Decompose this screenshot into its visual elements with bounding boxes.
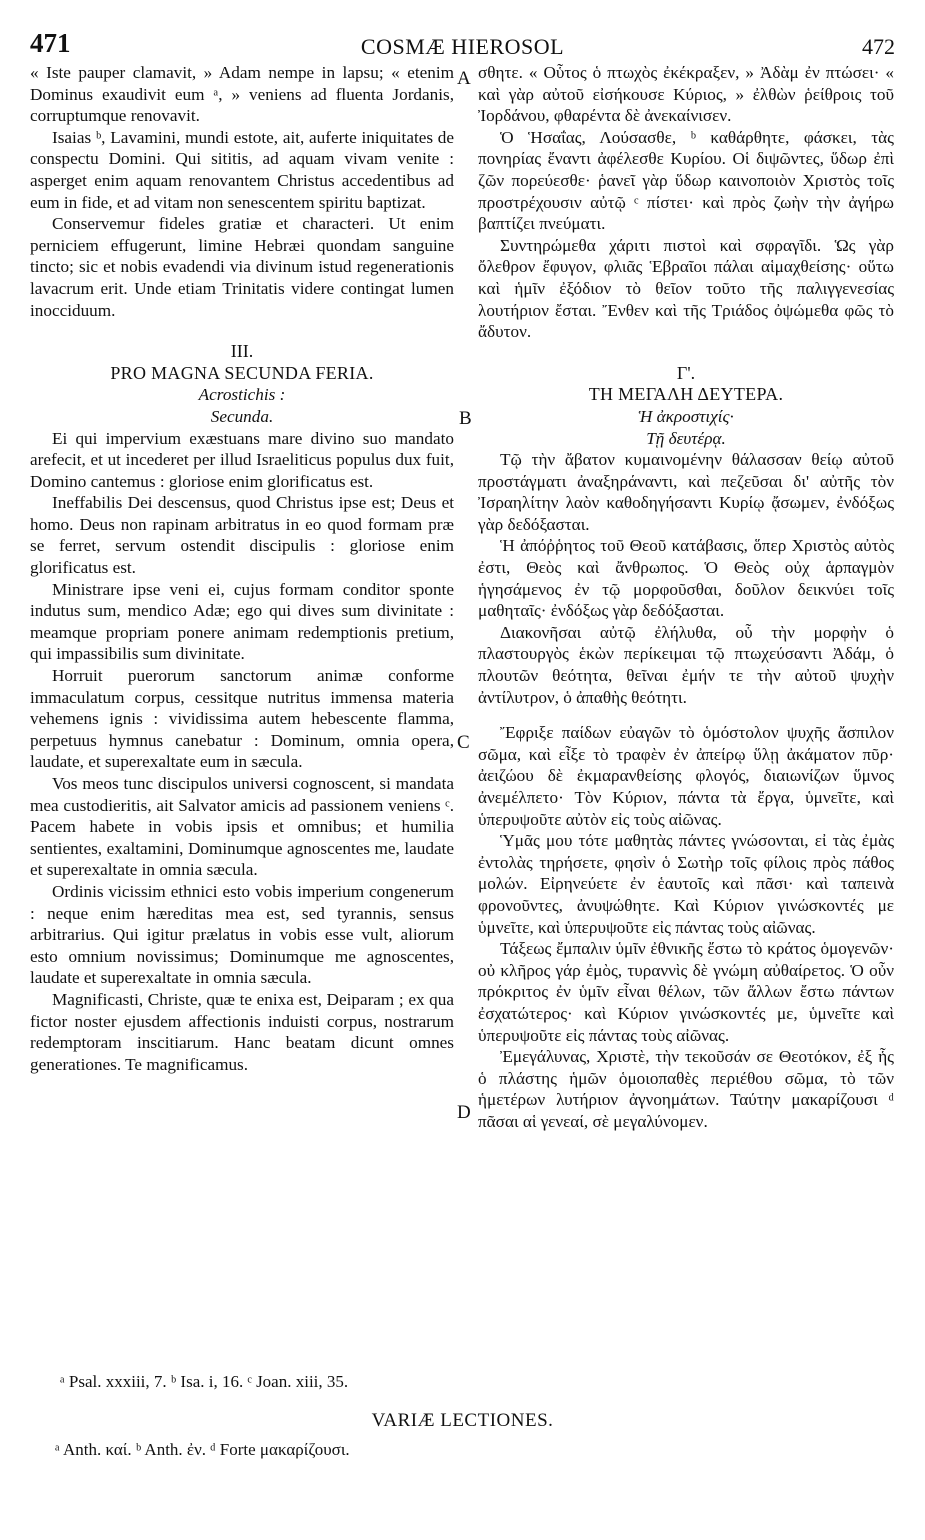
latin-troparion: Ei qui impervium exæstuans mare divino suo mandato arefecit, et ut incederet per illud Israeliticus populus dux fuit, Domino cantemus : gloriose enim glorificatus est. xyxy=(30,428,454,491)
greek-troparion: Ἡ ἀπόῤῥητος τοῦ Θεοῦ κατάβασις, ὅπερ Χριστὸς αὐτὸς ἐστι, Θεὸς καὶ ἄνθρωπος. Ὁ Θεὸς οὐχ ἁρπαγμὸν ἡγησάμενος ἐν τῷ μορφοῦσθαι, δοῦλον δεικνύει τοῖς μαθηταῖς· ἐνδόξως γὰρ δεδόξασται. xyxy=(478,536,894,621)
latin-acrostic-word: Secunda. xyxy=(210,406,274,426)
scripture-footnotes: ᵃ Psal. xxxiii, 7. ᵇ Isa. i, 16. ᶜ Joan. xiii, 35. xyxy=(60,1372,349,1391)
margin-marker-c: C xyxy=(457,732,470,753)
latin-intro-paragraph: Conservemur fideles gratiæ et characteri. Ut enim perniciem effugerunt, limine Hebræi quondam sanguine tincto; sic et nobis evadendi via divinum istud regenerationis lavacrum erit. Unde etiam Trinitatis videre contingat lumen inocciduum. xyxy=(30,214,454,320)
running-title: COSMÆ HIEROSOL xyxy=(360,34,565,59)
greek-section-number: Γ'. xyxy=(676,362,696,383)
latin-troparion: Ministrare ipse veni ei, cujus formam conditor sponte indutus sum, mendico Adæ; ego qui dives sum divinitate : meamque propriam ponere animam redemptionis pretium, qui impassibilis sum divinitate. xyxy=(30,579,454,664)
variae-lectiones-title: VARIÆ LECTIONES. xyxy=(371,1410,554,1431)
right-page-number: 472 xyxy=(862,34,895,59)
greek-troparion: Ὑμᾶς μου τότε μαθητὰς πάντες γνώσονται, εἰ τὰς ἐμὰς ἐντολὰς τηρήσετε, φησὶν ὁ Σωτὴρ τοῖς φίλοις πρὸς πάθος μολών. Εἰρηνεύετε ἐν ἑαυτοῖς καὶ πᾶσι· καὶ ταπεινὰ φρονοῦντες, ἀνυψώθητε. Καὶ Κύριον γινώσκοντές με ὑμνεῖτε, καὶ ὑπερυψοῦτε εἰς πάντας τοὺς αἰῶνας. xyxy=(478,831,894,937)
margin-marker-d: D xyxy=(457,1102,471,1123)
variae-lectiones-items: ᵃ Anth. καί. ᵇ Anth. ἐν. ᵈ Forte μακαρίζουσι. xyxy=(55,1440,350,1459)
greek-troparion: Τάξεως ἔμπαλιν ὑμῖν ἐθνικῆς ἔστω τὸ κράτος ὁμογενῶν· οὐ κλῆρος γάρ ἐμὸς, τυραννὶς δὲ γνώμη αὐθαίρετος. Ὁ οὖν πρόκριτος ἐν ὑμῖν εἶναι θέλων, τῶν ἄλλων ἔστω πάντων ἐσχατώτερος· καὶ Κύριον γινώσκοντές με, ὑμνεῖτε καὶ ὑπερυψοῦτε εἰς πάντας τοὺς αἰῶνας. xyxy=(478,939,894,1045)
latin-troparion: Ordinis vicissim ethnici esto vobis imperium congenerum : neque enim hæreditas mea est, sed tyrannis, sensus arbitrarius. Qui igitur prælatus in vobis esse vult, aliorum esto omnium novissimus; Dominumque me agnoscentes, laudate et superexaltate in omnia sæcula. xyxy=(30,881,454,988)
latin-troparion: Vos meos tunc discipulos universi cognoscent, si mandata mea custodieritis, ait Salvator amicis ad passionem veniens ᶜ. Pacem habete in vobis ipsis et omnibus; et humilia sentientes, exaltamini, Dominumque agnoscentes me, laudate et superexaltate in omnia sæcula. xyxy=(30,774,454,880)
greek-column xyxy=(478,62,894,1133)
paragraph-gap xyxy=(478,708,894,722)
greek-troparion: Διακονῆσαι αὐτῷ ἐλήλυθα, οὗ τὴν μορφὴν ὁ πλαστουργὸς ἑκὼν περίκειμαι τῷ πτωχεύσαντι Ἀδάμ, ὁ πλουτῶν θεότητα, θεῖναι ἐμήν τε τὴν αὐτοῦ ψυχὴν ἀντίλυτρον, ὁ ἀπαθὴς θεότητι. xyxy=(478,622,894,707)
margin-marker-a: A xyxy=(457,68,471,89)
greek-intro-paragraph: Συντηρώμεθα χάριτι πιστοὶ καὶ σφραγῖδι. Ὡς γὰρ ὄλεθρον ἔφυγον, φλιᾶς Ἑβραῖοι πάλαι αἱμαχθείσης· οὕτω καὶ ἡμῖν ἐξόδιον τὸ θεῖον τοῦτο τῆς παλιγγενεσίας λουτήριον ἔσται. Ἔνθεν καὶ τῆς Τριάδος ὀψώμεθα φῶς τὸ ἄδυτον. xyxy=(478,235,894,342)
margin-marker-b: B xyxy=(459,408,472,429)
greek-troparion: Ἔφριξε παίδων εὐαγῶν τὸ ὁμόστολον ψυχῆς ἄσπιλον σῶμα, καὶ εἶξε τὸ τραφὲν ἐν ἀπείρῳ ὕλῃ ἀκάματον πῦρ· ἀειζώου δὲ ἐκμαρανθείσης φλογός, διαιωνίζων ὕμνος ἀνεμέλπετο· Τὸν Κύριον, πάντα τὰ ἔργα, ὑμνεῖτε, καὶ ὑπερυψοῦτε αὐτὸν εἰς τοὺς αἰῶνας. xyxy=(478,723,894,829)
latin-column xyxy=(30,62,454,1075)
greek-troparion: Ἐμεγάλυνας, Χριστὲ, τὴν τεκοῦσάν σε Θεοτόκον, ἐξ ἧς ὁ πλάστης ἡμῶν ὁμοιοπαθὲς περιέθου σῶμα, τὸ τῶν ἡμετέρων λυτήριον ἀγνοημάτων. Ταύτην μακαρίζουσι ᵈ πᾶσαι αἱ γενεαί, σὲ μεγαλύνομεν. xyxy=(478,1047,894,1131)
greek-acrostic-word: Τῇ δευτέρᾳ. xyxy=(646,428,726,448)
latin-section-number: III. xyxy=(230,341,254,362)
greek-troparion: Τῷ τὴν ἄβατον κυμαινομένην θάλασσαν θείῳ αὐτοῦ προστάγματι ἀναξηράναντι, καὶ πεζεῦσαι δι' αὐτῆς τὸν Ἰσραηλίτην λαὸν καθοδηγήσαντι Κυρίῳ ᾄσωμεν, ἐνδόξως γὰρ δεδόξασται. xyxy=(478,450,894,534)
latin-troparion: Horruit puerorum sanctorum animæ conforme immaculatum corpus, cessitque nutritus immensa materia vehemens ignis : vividissima autem hebescente flamma, perpetuus hymnus canebatur : Dominum, omnia opera, laudate, et superexaltate eum in sæcula. xyxy=(30,666,454,772)
latin-section-title: PRO MAGNA SECUNDA FERIA. xyxy=(110,362,374,383)
latin-troparion: Magnificasti, Christe, quæ te enixa est, Deiparam ; ex qua fictor noster ejusdem affectionis induisti corpus, nostrarum redemptoram inscitiarum. Hanc beatam dicunt omnes generationes. Te magnificamus. xyxy=(30,989,454,1074)
greek-section-title: ΤΗ ΜΕΓΑΛΗ ΔΕΥΤΕΡΑ. xyxy=(588,384,784,405)
latin-acrostic-label: Acrostichis : xyxy=(198,385,286,405)
latin-intro-paragraph: Isaias ᵇ, Lavamini, mundi estote, ait, auferte iniquitates de conspectu Domini. Qui sititis, ad aquam vivam venite : asperget enim aquam renovantem Christus accedentibus ad eum in fide, et ad vitam non senescentem spiritu baptizat. xyxy=(30,127,454,212)
greek-intro-paragraph: Ὁ Ἡσαΐας, Λούσασθε, ᵇ καθάρθητε, φάσκει, τὰς πονηρίας ἔναντι ἀφέλεσθε Κυρίου. Οἱ διψῶντες, ὕδωρ ἐπὶ ζῶν πορεύεσθε· ῥανεῖ γὰρ ὕδωρ καινοποιὸν Χριστὸς τοῖς προστρέχουσιν αὐτῷ ᶜ πίστει· καὶ πρὸς ζωὴν τὴν ἀγήρω βαπτίζει πνεύματι. xyxy=(478,127,894,234)
left-page-number: 471 xyxy=(30,28,71,58)
latin-intro-paragraph: « Iste pauper clamavit, » Adam nempe in lapsu; « etenim Dominus exaudivit eum ᵃ, » veniens ad fluenta Jordanis, corruptumque renovavit. xyxy=(30,63,454,126)
latin-troparion: Ineffabilis Dei descensus, quod Christus ipse est; Deus et homo. Deus non rapinam arbitratus in eo quod formam præ se ferret, servum ostendit discipulis : gloriose enim glorificatus est. xyxy=(30,493,454,578)
greek-intro-paragraph: σθητε. « Οὗτος ὁ πτωχὸς ἐκέκραξεν, » Ἀδὰμ ἐν πτώσει· « καὶ γὰρ αὐτοῦ εἰσήκουσε Κύριος, » ἐλθὼν ῥείθροις τοῦ Ἰορδάνου, φθαρέντα δὲ ἀνεκαίνισεν. xyxy=(478,63,894,126)
greek-acrostic-label: Ἡ ἀκροστιχίς· xyxy=(638,406,734,426)
page-header xyxy=(30,26,895,60)
